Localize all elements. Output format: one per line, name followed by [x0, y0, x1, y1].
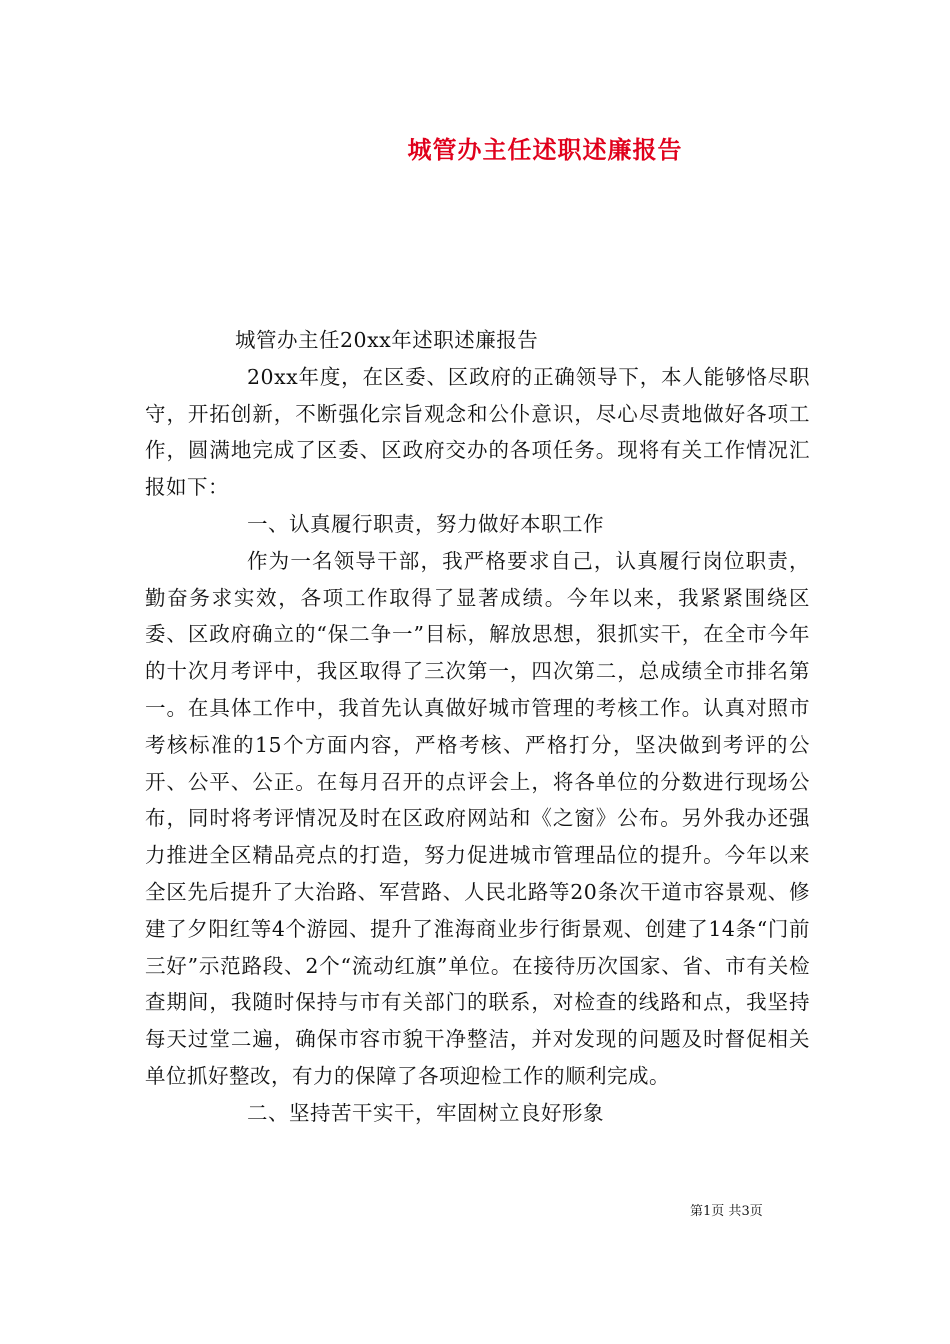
intro-paragraph: 20xx年度，在区委、区政府的正确领导下，本人能够恪尽职守，开拓创新，不断强化宗旨观念和公仆意识，尽心尽责地做好各项工作，圆满地完成了区委、区政府交办的各项任务。现将有关工作情况汇报如下：	[145, 364, 810, 500]
footer-suffix: 页	[749, 1204, 763, 1219]
document-title: 城管办主任述职述廉报告	[407, 135, 683, 164]
footer-total-pages: 3	[741, 1204, 750, 1219]
page-number-footer	[690, 1203, 820, 1221]
footer-current-page: 1	[703, 1204, 712, 1219]
footer-middle: 页 共	[711, 1204, 742, 1219]
document-body	[145, 322, 810, 1132]
footer-prefix: 第	[690, 1204, 704, 1219]
section-heading-2: 二、坚持苦干实干，牢固树立良好形象	[247, 1100, 604, 1125]
section-heading-1: 一、认真履行职责，努力做好本职工作	[247, 511, 604, 536]
document-subtitle: 城管办主任20xx年述职述廉报告	[235, 328, 539, 352]
section-1-paragraph: 作为一名领导干部，我严格要求自己，认真履行岗位职责，勤奋务求实效，各项工作取得了显著成绩。今年以来，我紧紧围绕区委、区政府确立的“保二争一”目标，解放思想，狠抓实干，在全市今年的十次月考评中，我区取得了三次第一，四次第二，总成绩全市排名第一。在具体工作中，我首先认真做好城市管理的考核工作。认真对照市考核标准的15个方面内容，严格考核、严格打分，坚决做到考评的公开、公平、公正。在每月召开的点评会上，将各单位的分数进行现场公布，同时将考评情况及时在区政府网站和《之窗》公布。另外我办还强力推进全区精品亮点的打造，努力促进城市管理品位的提升。今年以来全区先后提升了大治路、军营路、人民北路等20条次干道市容景观、修建了夕阳红等4个游园、提升了淮海商业步行街景观、创建了14条“门前三好”示范路段、2个“流动红旗”单位。在接待历次国家、省、市有关检查期间，我随时保持与市有关部门的联系，对检查的线路和点，我坚持每天过堂二遍，确保市容市貌干净整洁，并对发现的问题及时督促相关单位抓好整改，有力的保障了各项迎检工作的顺利完成。	[145, 548, 810, 1088]
